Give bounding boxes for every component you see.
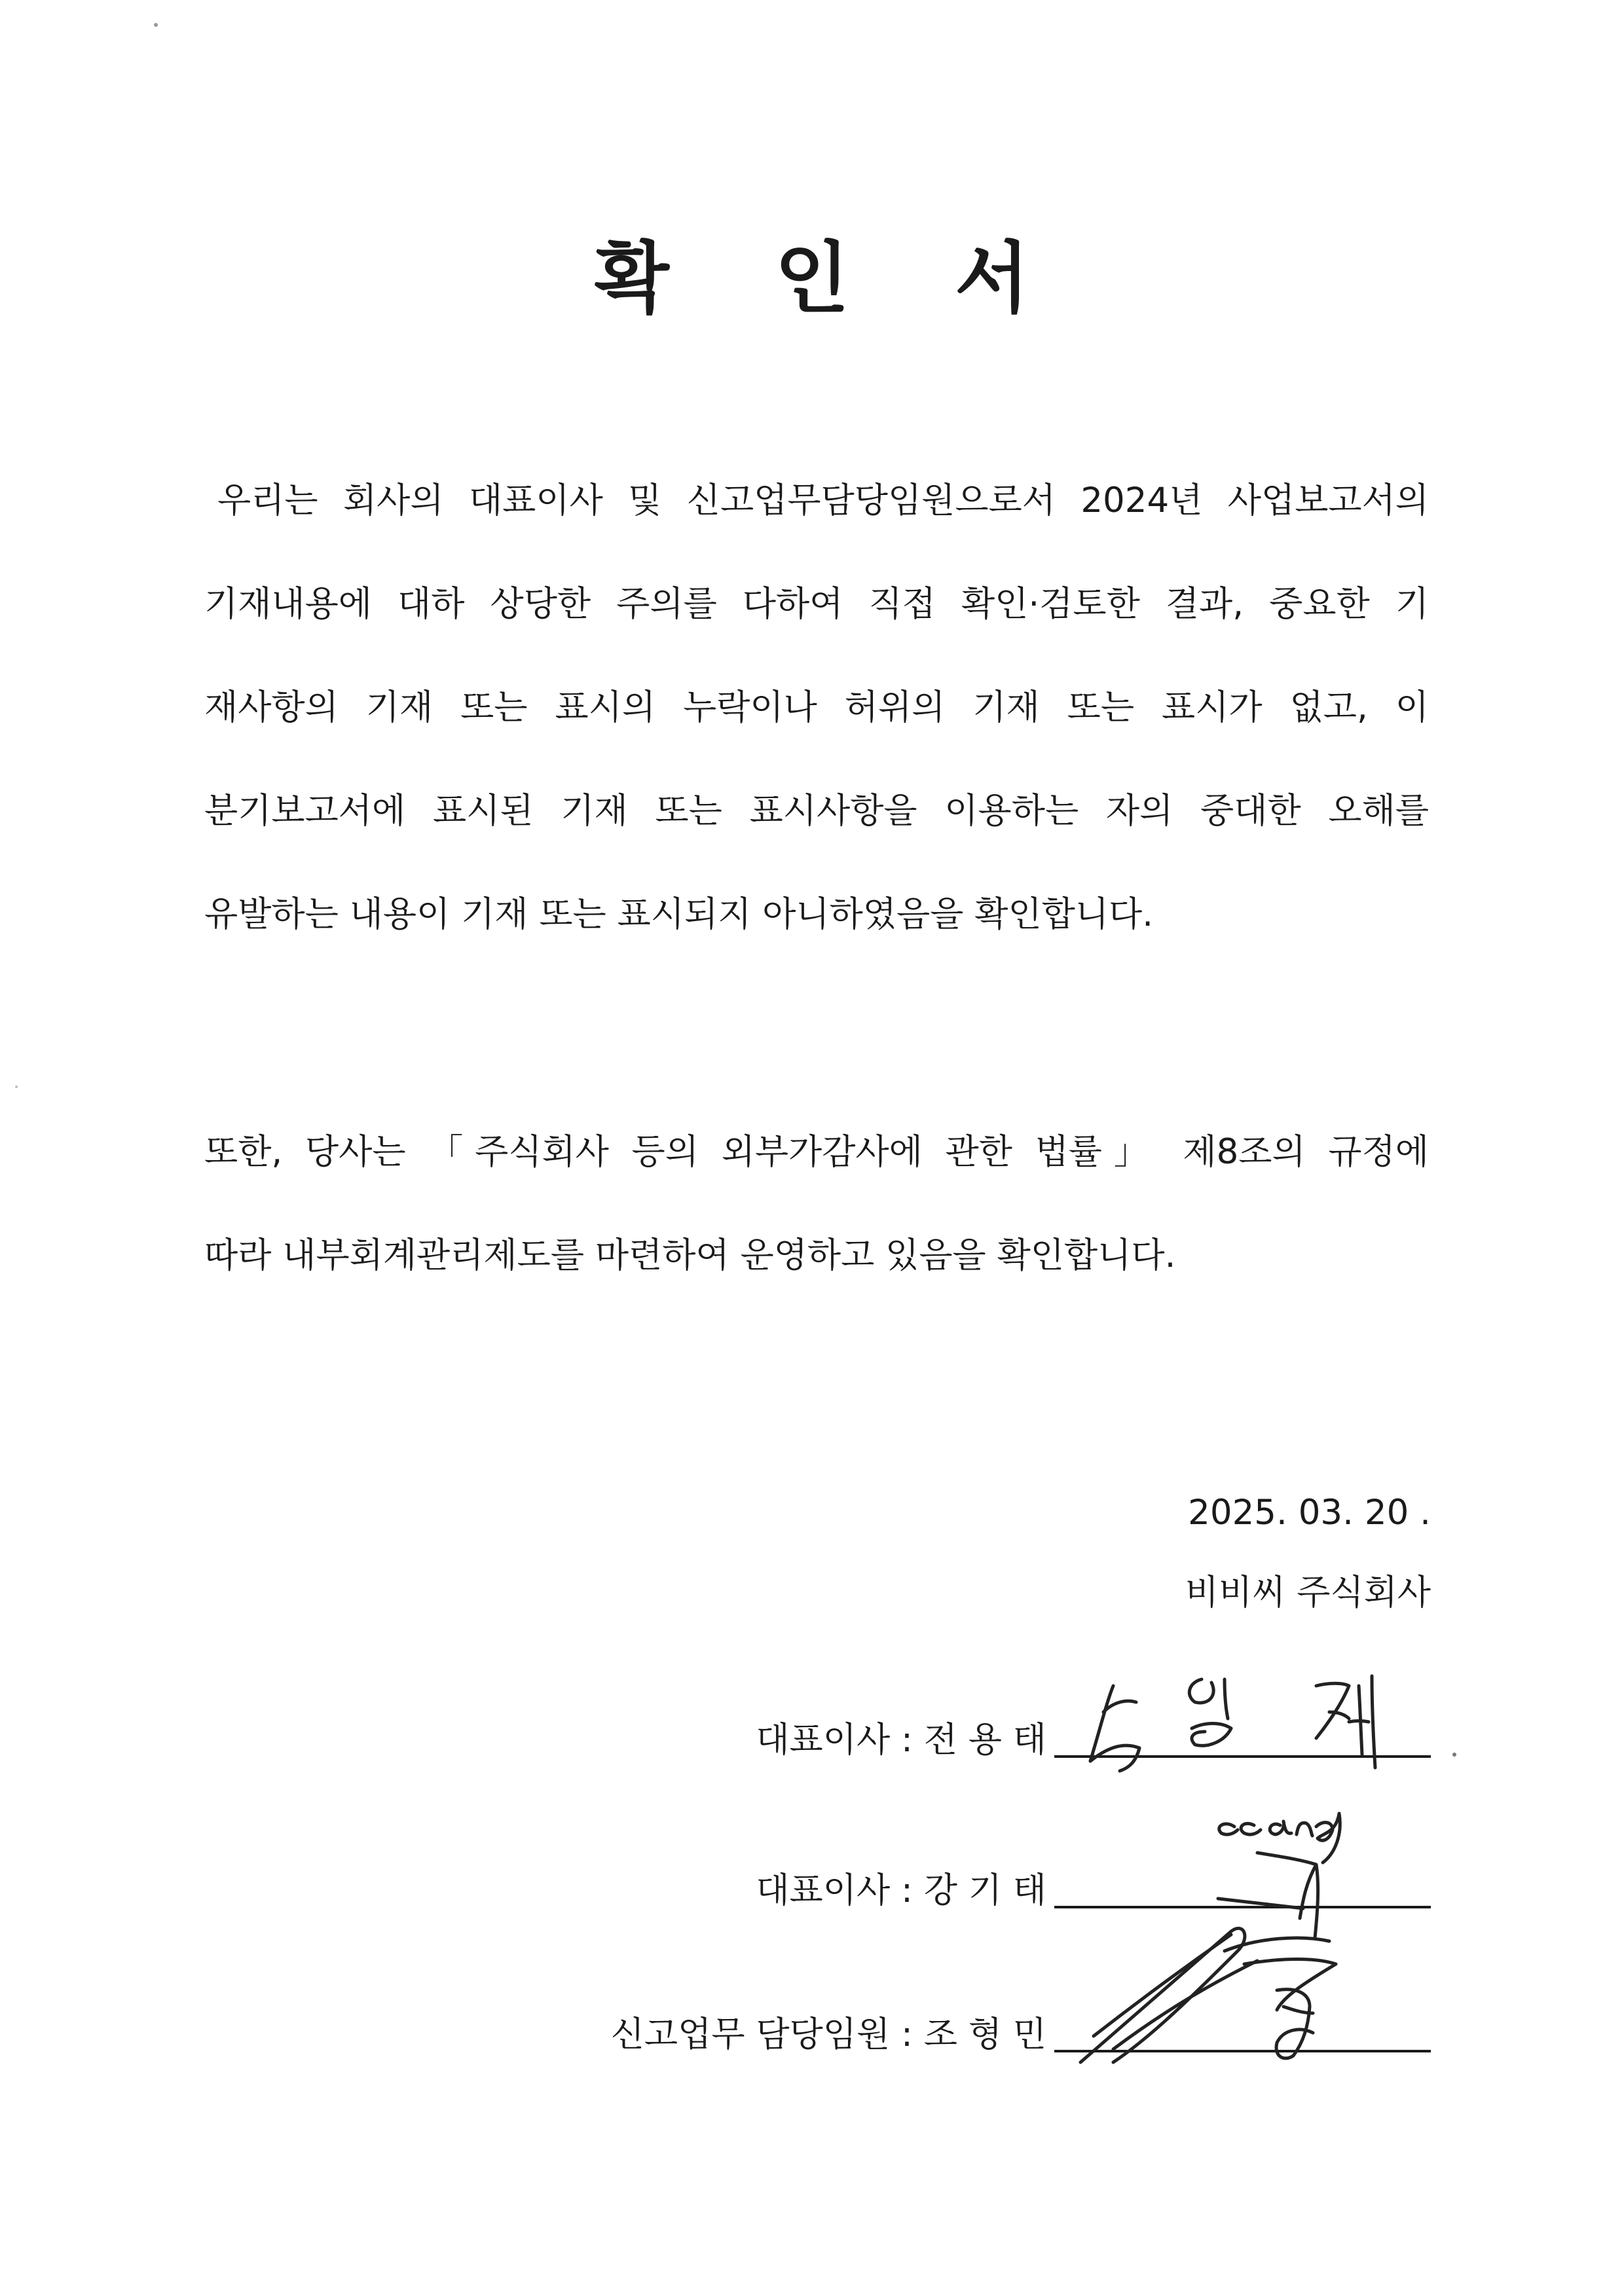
paragraph-line: 또한, 당사는 「주식회사 등의 외부가감사에 관한 법률」 제8조의 규정에 <box>204 1132 1429 1172</box>
paragraph-line: 따라 내부회계관리제도를 마련하여 운영하고 있음을 확인합니다. <box>204 1235 1176 1275</box>
document-title: 확 인 서 <box>594 233 1069 323</box>
internal-control-paragraph <box>204 1123 1429 1330</box>
document-date: 2025. 03. 20 . <box>1188 1493 1431 1533</box>
signatory-row <box>756 1712 1431 1762</box>
confirmation-paragraph <box>204 471 1429 989</box>
signatory-row <box>756 1863 1431 1912</box>
signatory-row <box>611 2007 1431 2056</box>
signature-line <box>1054 1906 1431 1908</box>
signature-line <box>1054 2050 1431 2052</box>
signatory-label: 신고업무 담당임원 : 조 형 민 <box>610 2014 1046 2054</box>
paragraph-line: 유발하는 내용이 기재 또는 표시되지 아니하였음을 확인합니다. <box>204 894 1154 934</box>
paragraph-line: 분기보고서에 표시된 기재 또는 표시사항을 이용하는 자의 중대한 오해를 <box>204 791 1429 831</box>
paragraph-line: 우리는 회사의 대표이사 및 신고업무담당임원으로서 2024년 사업보고서의 <box>217 481 1429 520</box>
signature-line <box>1054 1755 1431 1758</box>
paragraph-line: 기재내용에 대하 상당한 주의를 다하여 직접 확인·검토한 결과, 중요한 기 <box>204 584 1429 624</box>
signatory-label: 대표이사 : 전 용 태 <box>756 1720 1046 1760</box>
company-name: 비비씨 주식회사 <box>1185 1573 1431 1613</box>
signatory-label: 대표이사 : 강 기 태 <box>756 1870 1046 1910</box>
paragraph-line: 재사항의 기재 또는 표시의 누락이나 허위의 기재 또는 표시가 없고, 이 <box>204 687 1429 727</box>
